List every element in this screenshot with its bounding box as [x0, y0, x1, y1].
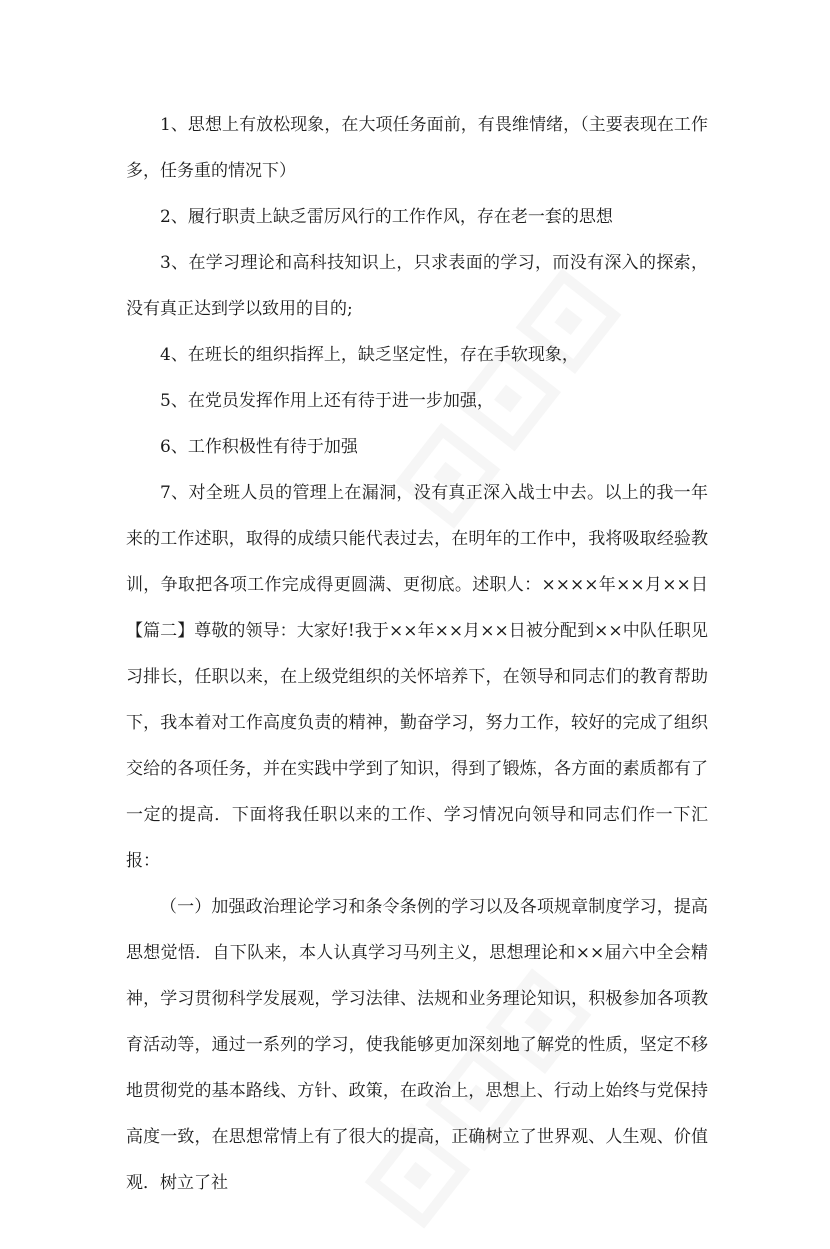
- paragraph-8: （一）加强政治理论学习和条令条例的学习以及各项规章制度学习，提高思想觉悟．自下队来，本人认真学习马列主义，思想理论和××届六中全会精神，学习贯彻科学发展观，学习法律、法规和业务理论知识，积极参加各项教育活动等，通过一系列的学习，使我能够更加深刻地了解党的性质，坚定不移地贯彻党的基本路线、方针、政策，在政治上，思想上、行动上始终与党保持高度一致，在思想常情上有了很大的提高，正确树立了世界观、人生观、价值观．树立了社: [126, 897, 708, 1193]
- paragraph-7: 7、对全班人员的管理上在漏洞，没有真正深入战士中去。以上的我一年来的工作述职，取得的成绩只能代表过去，在明年的工作中，我将吸取经验教训，争取把各项工作完成得更圆满、更彻底。述职人：××××年××月××日【篇二】尊敬的领导：大家好!我于××年××月××日被分配到××中队任职见习排长，任职以来，在上级党组织的关怀培养下，在领导和同志们的教育帮助下，我本着对工作高度负责的精神，勤奋学习，努力工作，较好的完成了组织交给的各项任务，并在实践中学到了知识，得到了锻炼，各方面的素质都有了一定的提高．下面将我任职以来的工作、学习情况向领导和同志们作一下汇报：: [126, 483, 708, 871]
- paragraph-6: 6、工作积极性有待于加强: [160, 437, 358, 457]
- paragraph-4: 4、在班长的组织指挥上，缺乏坚定性，存在手软现象，: [160, 345, 579, 365]
- document-body: [126, 102, 708, 1206]
- paragraph-3: 3、在学习理论和高科技知识上，只求表面的学习，而没有深入的探索，没有真正达到学以致用的目的;: [126, 253, 708, 319]
- paragraph-5: 5、在党员发挥作用上还有待于进一步加强，: [160, 391, 494, 411]
- paragraph-1: 1、思想上有放松现象，在大项任务面前，有畏维情绪，（主要表现在工作多，任务重的情况下）: [126, 115, 708, 181]
- paragraph-2: 2、履行职责上缺乏雷厉风行的工作作风，存在老一套的思想: [160, 207, 613, 227]
